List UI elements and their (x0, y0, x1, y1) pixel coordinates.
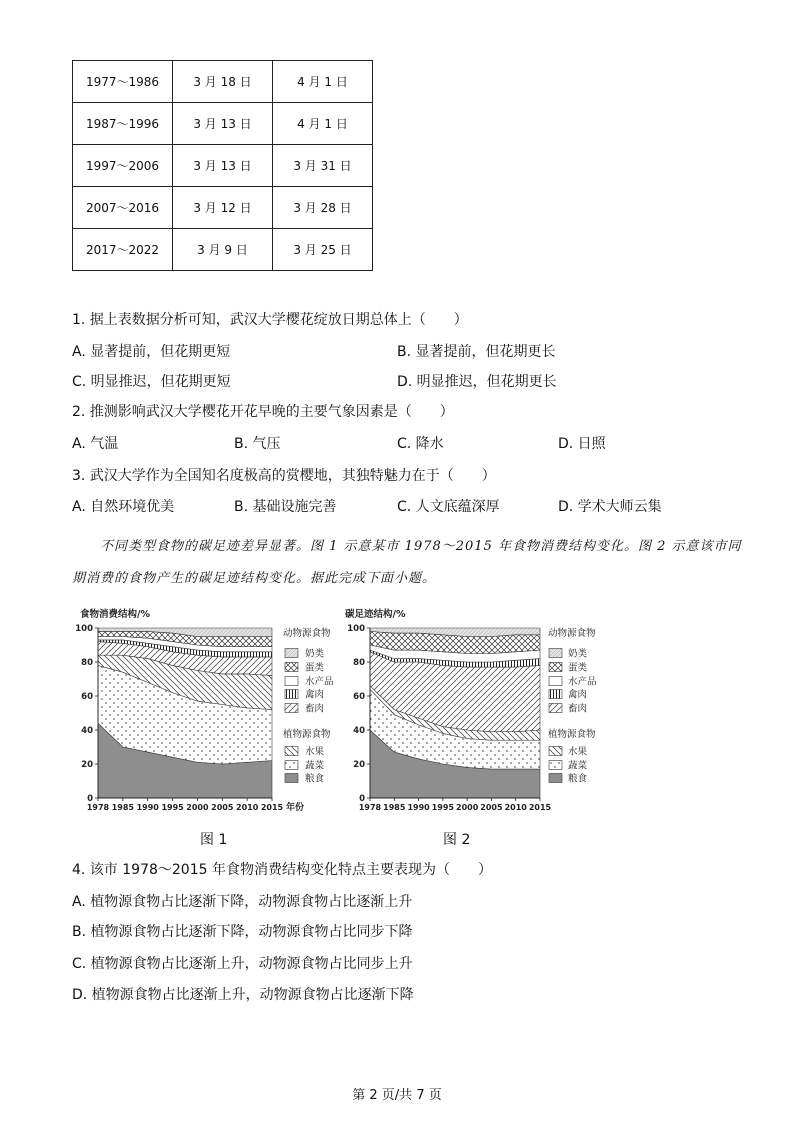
table-row (73, 145, 373, 187)
legend-swatch-aquatic-product (285, 677, 298, 686)
legend-swatch-dairy (549, 649, 562, 658)
x-tick-label: 1985 (111, 803, 134, 812)
legend-label-livestock-meat: 畜肉 (305, 703, 325, 715)
x-tick-label: 1995 (161, 803, 184, 812)
legend-label-egg: 蛋类 (305, 662, 325, 674)
table-cell: 3 月 13 日 (173, 103, 273, 145)
x-tick-label: 1995 (431, 803, 454, 812)
x-tick-label: 2010 (236, 803, 259, 812)
y-tick-label: 40 (353, 726, 365, 736)
question-1-option-b: B. 显著提前，但花期更长 (397, 344, 556, 360)
legend-label-grain: 粮食 (305, 773, 325, 785)
question-3-option-c: C. 人文底蕴深厚 (397, 499, 500, 515)
table-cell: 3 月 12 日 (173, 187, 273, 229)
table-cell: 4 月 1 日 (273, 61, 373, 103)
legend-swatch-egg (285, 663, 298, 672)
legend-swatch-aquatic-product (549, 677, 562, 686)
x-tick-label: 1985 (383, 803, 406, 812)
stacked-areas (98, 628, 272, 798)
legend-label-grain: 粮食 (568, 773, 588, 785)
legend-group-title: 植物源食物 (548, 729, 596, 740)
x-tick-label: 2005 (211, 803, 234, 812)
question-2-stem: 2. 推测影响武汉大学樱花开花早晚的主要气象因素是（ ） (72, 404, 454, 420)
table-cell: 3 月 25 日 (273, 229, 373, 271)
legend-swatch-fruit (285, 747, 298, 756)
y-tick-label: 80 (353, 658, 365, 668)
legend-label-vegetable: 蔬菜 (305, 760, 325, 772)
question-1-stem: 1. 据上表数据分析可知，武汉大学樱花绽放日期总体上（ ） (72, 312, 468, 328)
table-cell: 4 月 1 日 (273, 103, 373, 145)
question-1-option-a: A. 显著提前，但花期更短 (72, 344, 231, 360)
legend-group-title: 植物源食物 (283, 729, 331, 740)
legend-swatch-livestock-meat (549, 704, 562, 713)
x-tick-label: 2000 (456, 803, 479, 812)
figure-2-caption: 图 2 (443, 832, 471, 848)
table-cell: 3 月 31 日 (273, 145, 373, 187)
y-tick-label: 80 (81, 658, 93, 668)
table-cell: 1997～2006 (73, 145, 173, 187)
legend-swatch-dairy (285, 649, 298, 658)
question-3-option-b: B. 基础设施完善 (234, 499, 337, 515)
table-cell: 3 月 9 日 (173, 229, 273, 271)
table-cell: 3 月 18 日 (173, 61, 273, 103)
y-tick-label: 0 (359, 794, 365, 804)
legend-label-dairy: 奶类 (568, 648, 588, 660)
table-row (73, 187, 373, 229)
legend-swatch-vegetable (285, 761, 298, 770)
question-1-option-d: D. 明显推迟，但花期更长 (397, 374, 557, 390)
x-tick-label: 2015 (260, 803, 284, 812)
table-row (73, 61, 373, 103)
legend-swatch-grain (549, 774, 562, 783)
legend-swatch-egg (549, 663, 562, 672)
legend-label-livestock-meat: 畜肉 (568, 703, 588, 715)
legend-group-title: 动物源食物 (283, 628, 331, 639)
legend-label-vegetable: 蔬菜 (568, 760, 588, 772)
y-tick-label: 60 (81, 692, 93, 702)
x-tick-label: 1990 (407, 803, 430, 812)
question-1-option-c: C. 明显推迟，但花期更短 (72, 374, 231, 390)
figure-2-carbon-footprint-chart (345, 605, 620, 820)
question-3-option-d: D. 学术大师云集 (558, 499, 662, 515)
table-cell: 1987～1996 (73, 103, 173, 145)
y-tick-label: 20 (353, 760, 365, 770)
x-tick-label: 2015 (528, 803, 552, 812)
table-cell: 2007～2016 (73, 187, 173, 229)
legend-group-title: 动物源食物 (548, 628, 596, 639)
table-cell: 1977～1986 (73, 61, 173, 103)
question-2-option-d: D. 日照 (558, 436, 606, 452)
y-tick-label: 40 (81, 726, 93, 736)
y-tick-label: 100 (75, 624, 93, 634)
table-cell: 3 月 28 日 (273, 187, 373, 229)
legend-swatch-grain (285, 774, 298, 783)
x-tick-label: 1978 (86, 803, 110, 812)
table-cell: 3 月 13 日 (173, 145, 273, 187)
table-row (73, 103, 373, 145)
question-2-option-c: C. 降水 (397, 436, 444, 452)
question-3-option-a: A. 自然环境优美 (72, 499, 175, 515)
legend-label-fruit: 水果 (305, 746, 325, 758)
chart-title: 碳足迹结构/% (345, 609, 406, 620)
bloom-date-table (72, 60, 373, 271)
legend-label-fruit: 水果 (568, 746, 588, 758)
x-tick-label: 1990 (136, 803, 159, 812)
material-line-2: 期消费的食物产生的碳足迹结构变化。据此完成下面小题。 (72, 571, 437, 586)
y-tick-label: 0 (87, 794, 93, 804)
legend-swatch-livestock-meat (285, 704, 298, 713)
material-line-1: 不同类型食物的碳足迹差异显著。图 1 示意某市 1978～2015 年食物消费结构变化。图 2 示意该市同 (100, 539, 742, 554)
legend-swatch-vegetable (549, 761, 562, 770)
x-tick-label: 2005 (480, 803, 503, 812)
question-4-option-c: C. 植物源食物占比逐渐上升，动物源食物占比同步上升 (72, 956, 413, 972)
table-row (73, 229, 373, 271)
figure-1-caption: 图 1 (200, 832, 228, 848)
x-tick-label: 2000 (186, 803, 209, 812)
page-number: 第 2 页/共 7 页 (352, 1088, 442, 1103)
legend-swatch-poultry (549, 690, 562, 699)
legend-label-aquatic-product: 水产品 (305, 676, 334, 688)
question-4-option-a: A. 植物源食物占比逐渐下降，动物源食物占比逐渐上升 (72, 894, 413, 910)
stacked-areas (370, 628, 540, 798)
x-tick-label: 1978 (358, 803, 382, 812)
question-2-option-a: A. 气温 (72, 436, 119, 452)
question-4-stem: 4. 该市 1978～2015 年食物消费结构变化特点主要表现为（ ） (72, 862, 492, 878)
question-2-option-b: B. 气压 (234, 436, 281, 452)
chart-title: 食物消费结构/% (80, 609, 150, 620)
question-4-option-d: D. 植物源食物占比逐渐上升，动物源食物占比逐渐下降 (72, 987, 414, 1003)
x-tick-label: 2010 (504, 803, 527, 812)
question-4-option-b: B. 植物源食物占比逐渐下降，动物源食物占比同步下降 (72, 924, 413, 940)
figure-1-food-consumption-chart (72, 605, 344, 820)
legend-swatch-fruit (549, 747, 562, 756)
y-tick-label: 20 (81, 760, 93, 770)
question-3-stem: 3. 武汉大学作为全国知名度极高的赏樱地，其独特魅力在于（ ） (72, 468, 496, 484)
legend-label-egg: 蛋类 (568, 662, 588, 674)
legend-swatch-poultry (285, 690, 298, 699)
legend-label-dairy: 奶类 (305, 648, 325, 660)
legend-label-poultry: 禽肉 (305, 689, 325, 701)
x-axis-label: 年份 (286, 803, 305, 813)
table-cell: 2017～2022 (73, 229, 173, 271)
legend-label-poultry: 禽肉 (568, 689, 588, 701)
y-tick-label: 60 (353, 692, 365, 702)
y-tick-label: 100 (347, 624, 365, 634)
legend-label-aquatic-product: 水产品 (568, 676, 597, 688)
